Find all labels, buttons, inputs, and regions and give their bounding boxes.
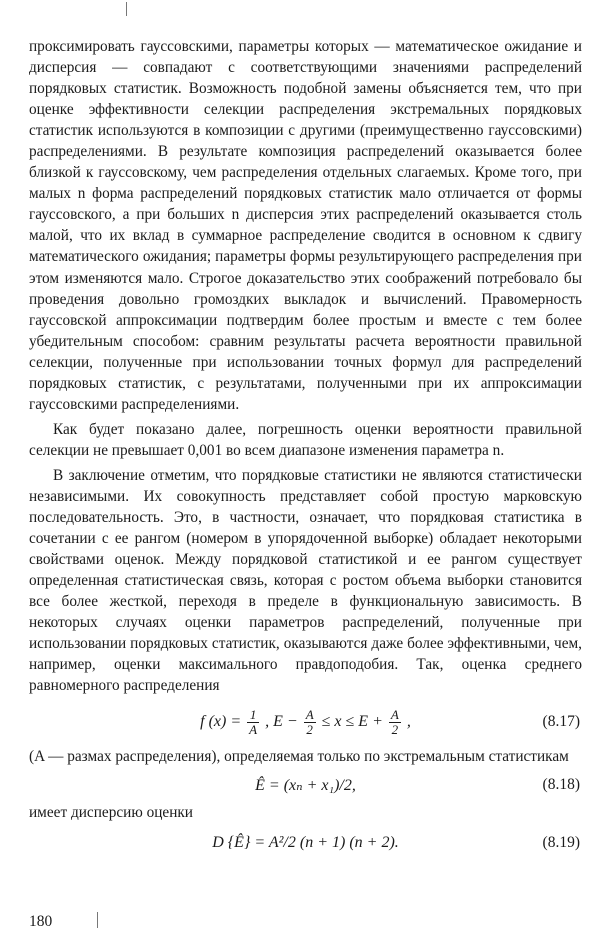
page-number: 180 xyxy=(29,913,53,930)
fraction-3: $\frac{A}{2}$ xyxy=(390,706,399,737)
paragraph-2: Как будет показано далее, погрешность оценки вероятности правильной селекции не превышает 0,001 во всем диапазоне изменения параметра n. xyxy=(29,420,582,459)
paragraph-5: имеет дисперсию оценки xyxy=(29,803,193,821)
paragraph-3: В заключение отметим, что порядковые статистики не являются статистически независимыми. Их совокупность представляет собой простую марковскую последовательность. Это, в частности, означает, что порядковая статистика в сочетании с ее рангом (номером в упорядоченной выборке) обладает некоторыми свойствами оценок. Между порядковой статистикой и ее рангом существует определенная статистическая связь, которая с ростом объема выборки становится все более жесткой, переходя в пределе в функциональную зависимость. В некоторых случаях оценки параметров распределений, полученные при использовании порядковых статистик, оказываются даже более эффективными, чем, например, оценки максимального правдоподобия. Так, оценка среднего равномерного распределения xyxy=(29,466,582,695)
equation-8-18-body: Ê = (xₙ + x₁)/2, xyxy=(255,776,356,794)
equation-8-17 xyxy=(29,700,582,744)
paragraph-4: (A — размах распределения), определяемая только по экстремальным статистикам xyxy=(29,748,569,766)
equation-8-18 xyxy=(29,768,582,802)
equation-8-19 xyxy=(29,823,582,863)
equation-8-19-body: D {Ê} = A²/2 (n + 1) (n + 2). xyxy=(212,833,399,851)
margin-tick-bottom xyxy=(97,912,98,928)
equation-8-17-body: f (x) = $\frac{1}{A}$ , E − $\frac{A}{2}$ ≤ x ≤ E + $\frac{A}{2}$ , xyxy=(200,706,411,737)
equation-number-8-17: (8.17) xyxy=(542,713,580,731)
equation-number-8-18: (8.18) xyxy=(542,775,580,793)
paragraph-1: проксимировать гауссовскими, параметры которых — математическое ожидание и дисперсия — совпадают с соответствующими значениями распределений порядковых статистик. Возможность подобной замены объясняется тем, что при оценке эффективности селекции распределения экстремальных порядковых статистик используются в композиции с другими (преимущественно гауссовскими) распределениями. В результате композиция распределений оказывается более близкой к гауссовскому, чем распределения отдельных слагаемых. Кроме того, при малых n форма распределений порядковых статистик мало отличается от формы гауссовского, а при больших n дисперсия этих распределений оказывается столь малой, что их вклад в суммарное распределение сводится в основном к сдвигу математического ожидания; параметры формы результирующего распределения при этом изменяются мало. Строгое доказательство этих соображений потребовало бы проведения довольно громоздких выкладок и вычислений. Правомерность гауссовской аппроксимации подтвердим более простым и вместе с тем более убедительным способом: сравним результаты расчета вероятности правильной селекции, полученные при использовании точных формул для распределений порядковых статистик, с результатами, полученными при их аппроксимации гауссовскими распределениями. xyxy=(29,38,582,413)
fraction-2: $\frac{A}{2}$ xyxy=(305,706,314,737)
fraction-1: $\frac{1}{A}$ xyxy=(249,706,258,737)
page-body xyxy=(29,36,582,863)
margin-tick-top xyxy=(126,2,127,16)
equation-number-8-19: (8.19) xyxy=(542,833,580,851)
